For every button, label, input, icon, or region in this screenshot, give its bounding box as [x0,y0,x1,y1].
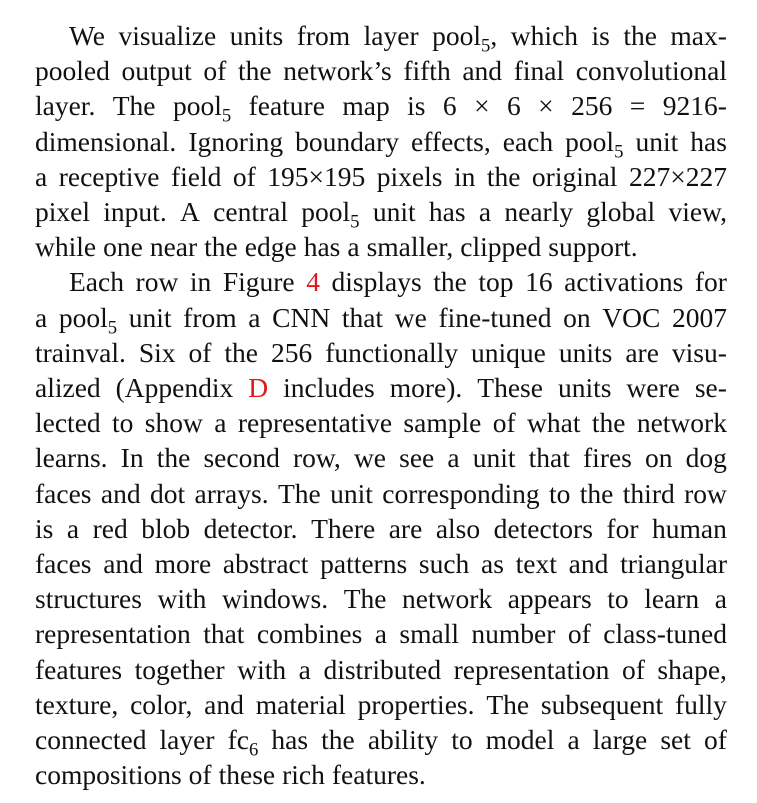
word: triangular [620,548,727,579]
word: pixels [376,160,443,192]
word: fully [674,688,727,720]
word: from [183,301,237,333]
word: color, [130,688,193,720]
word: fires [583,442,632,474]
word: these [218,759,276,791]
text-line [35,370,727,406]
word: a [447,442,460,474]
word: 6 [507,90,521,122]
word: max- [670,20,727,51]
word: representation [453,653,610,685]
word: the [623,20,657,51]
word: receptive [58,160,160,192]
word: dimensional. [35,125,177,157]
word: fine-tuned [438,301,552,333]
word: 2007 [671,301,727,333]
word: functionally [325,336,459,368]
text-line [35,722,727,761]
word: on [645,442,673,474]
word: clipped [460,231,542,263]
word: third [622,477,675,509]
word: see [399,442,435,474]
word: compositions [35,759,182,791]
word: layer [159,724,215,755]
word: 227×227 [628,160,727,192]
word: faces [35,477,92,509]
word: and [462,55,503,87]
word: Figure [222,266,295,298]
word: pool$_5$ [301,196,360,233]
word: one [103,231,143,263]
word: to [451,724,473,755]
word: final [513,55,565,87]
word: the [321,724,355,755]
word: a [35,160,48,192]
word: to [112,407,134,439]
word: × [474,90,490,122]
word: lected [35,407,101,439]
word: in [189,266,212,298]
word: = [629,90,646,122]
text-line [35,194,727,233]
word: corresponding [382,477,540,509]
word: 6 [442,90,457,122]
word: 256 [270,336,313,368]
word: are [625,336,659,368]
word: × [538,90,554,122]
text-line [35,53,727,89]
word: detector. [203,512,298,544]
word: We [69,20,105,51]
word: top [478,266,514,298]
word: a [248,301,261,333]
word: is [35,512,54,544]
word: pixel [35,196,90,227]
word: the [433,266,467,298]
word: has [271,724,309,755]
word: that [528,442,570,474]
word: a [567,724,580,755]
word: windows. [221,583,329,615]
word: Ignoring [188,125,284,157]
word: of [703,724,727,755]
word: number [471,618,556,650]
word: dot [149,477,186,509]
text-line [35,440,727,476]
word: features. [331,759,426,791]
word: of [188,759,212,791]
word: red [92,512,128,544]
word: of [188,336,212,368]
word: of [492,407,516,439]
cross-reference-link[interactable]: 4 [306,266,320,298]
word: the [237,55,272,87]
word: that [203,618,245,650]
word: A [180,196,200,227]
word: show [144,407,203,439]
text-line [35,405,727,441]
word: a [478,196,492,227]
word: edge [244,231,297,263]
word: Six [138,336,176,368]
word: unit [472,442,516,474]
word: set [660,724,691,755]
word: the [224,336,258,368]
word: of [621,653,645,685]
word: were [626,372,680,403]
word: we [353,442,387,474]
word: In [120,442,144,474]
word: map [342,90,390,122]
word: that [341,301,384,333]
text-line [35,476,727,512]
word: has [303,231,341,263]
word: on [563,301,591,333]
text-line [35,757,727,793]
word: rich [282,759,325,791]
word: subsequent [540,688,664,720]
word: 16 [525,266,553,298]
word: which [510,20,578,51]
word: a [35,301,48,333]
word: what [527,407,581,439]
word: in [453,160,476,192]
word: the [204,231,238,263]
word: unit [635,125,679,157]
word: layer [363,20,419,51]
word: blob [141,512,191,544]
word: class-tuned [603,618,727,650]
word: row [684,477,727,509]
word: 256 [571,90,613,122]
word: sample [403,407,482,439]
word: and [568,548,609,579]
word: dog [685,442,727,474]
text-line [35,581,727,617]
word: of [203,55,227,87]
word: VOC [602,301,661,333]
word: text [515,548,557,579]
word: pool$_5$ [565,125,624,163]
text-line [35,18,727,57]
word: row, [292,442,341,474]
word: model [485,724,555,755]
word: original [531,160,618,192]
word: arrays. [194,477,269,509]
word: central [213,196,288,227]
word: more [154,548,212,579]
word: nearly [504,196,574,227]
word: unit [372,196,416,227]
word: of [232,160,256,192]
word: detectors [493,512,593,544]
word: structures [35,583,142,615]
word: The [343,583,387,615]
word: appears [507,583,592,615]
word: while [35,231,97,263]
text-line [35,687,727,723]
word: row [135,266,179,298]
word: is [591,20,610,51]
word: near [149,231,198,263]
word: features [35,653,123,685]
word: has [428,196,466,227]
word: together [134,653,225,685]
word: pool$_5$ [58,301,118,339]
word: also [435,512,481,544]
word: properties. [357,688,475,720]
word: displays [331,266,422,298]
word: trainval. [35,336,126,368]
word: we [394,301,427,333]
cross-reference-link[interactable]: D [248,372,269,403]
text-line [35,616,727,652]
word: texture, [35,688,119,720]
word: a [214,407,227,439]
word: from [296,20,351,51]
word: fifth [403,55,451,87]
word: view, [668,196,727,227]
word: the [486,160,521,192]
text-line [35,652,727,688]
word: connected [35,724,147,755]
text-line [35,264,727,300]
word: The [277,477,321,509]
word: shape, [657,653,727,685]
text-line [35,335,727,371]
text-line [35,229,727,265]
word: distributed [323,653,442,685]
word: representative [237,407,393,439]
word: more). [389,372,463,403]
word: are [388,512,423,544]
word: of [567,618,591,650]
word: representation [35,618,191,650]
word: units [229,20,284,51]
word: network [636,407,727,439]
word: a [374,618,387,650]
word: effects, [411,125,491,157]
word: layer. [35,90,96,122]
word: ability [367,724,439,755]
word: a [66,512,80,544]
word: global [586,196,656,227]
word: network’s [283,55,392,87]
word: a [347,231,360,263]
text-line [35,159,727,195]
word: pooled [35,55,110,87]
word: as [481,548,504,579]
word: and [100,477,141,509]
word: se- [694,372,727,403]
word: output [121,55,192,87]
word: (Appendix [115,372,234,403]
word: visualize [118,20,217,51]
word: for [694,266,727,298]
text-line [35,88,727,127]
word: activations [564,266,684,298]
word: has [690,125,727,157]
word: 195×195 [267,160,366,192]
word: material [255,688,346,720]
word: human [652,512,727,544]
word: units [558,336,613,368]
word: with [237,653,287,685]
text-line [35,300,727,339]
word: to [607,583,629,615]
word: input. [103,196,167,227]
word: to [549,477,571,509]
word: a [298,653,311,685]
word: convolutional [575,55,727,87]
word: $fc_6$ [227,724,259,761]
text-line [35,546,727,582]
word: CNN [272,301,331,333]
word: pool$_5$, [432,20,498,57]
word: smaller, [366,231,454,263]
word: These [477,372,543,403]
word: alized [35,372,101,403]
word: combines [256,618,363,650]
word: a [714,583,727,615]
word: Each [69,266,124,298]
word: such [418,548,470,579]
word: with [157,583,207,615]
word: for [606,512,639,544]
word: The [486,688,530,720]
word: 9216- [662,90,727,122]
word: the [579,477,614,509]
word: is [407,90,426,122]
word: second [203,442,280,474]
text-line [35,124,727,163]
word: The [112,90,156,122]
word: visu- [671,336,727,368]
word: unit [330,477,373,509]
word: small [399,618,459,650]
word: the [591,407,626,439]
word: network [402,583,493,615]
word: unit [128,301,172,333]
word: each [502,125,554,157]
word: field [170,160,222,192]
word: units [557,372,612,403]
word: the [156,442,191,474]
word: abstract [222,548,309,579]
word: pool$_5$ [172,90,232,127]
word: and [204,688,244,720]
word: support. [548,231,638,263]
word: There [311,512,376,544]
word: unique [471,336,546,368]
word: learns. [35,442,108,474]
word: boundary [295,125,399,157]
word: patterns [320,548,408,579]
text-line [35,511,727,547]
word: includes [283,372,375,403]
word: feature [248,90,325,122]
word: faces [35,548,92,579]
word: learn [644,583,700,615]
word: and [103,548,143,579]
word: large [592,724,648,755]
